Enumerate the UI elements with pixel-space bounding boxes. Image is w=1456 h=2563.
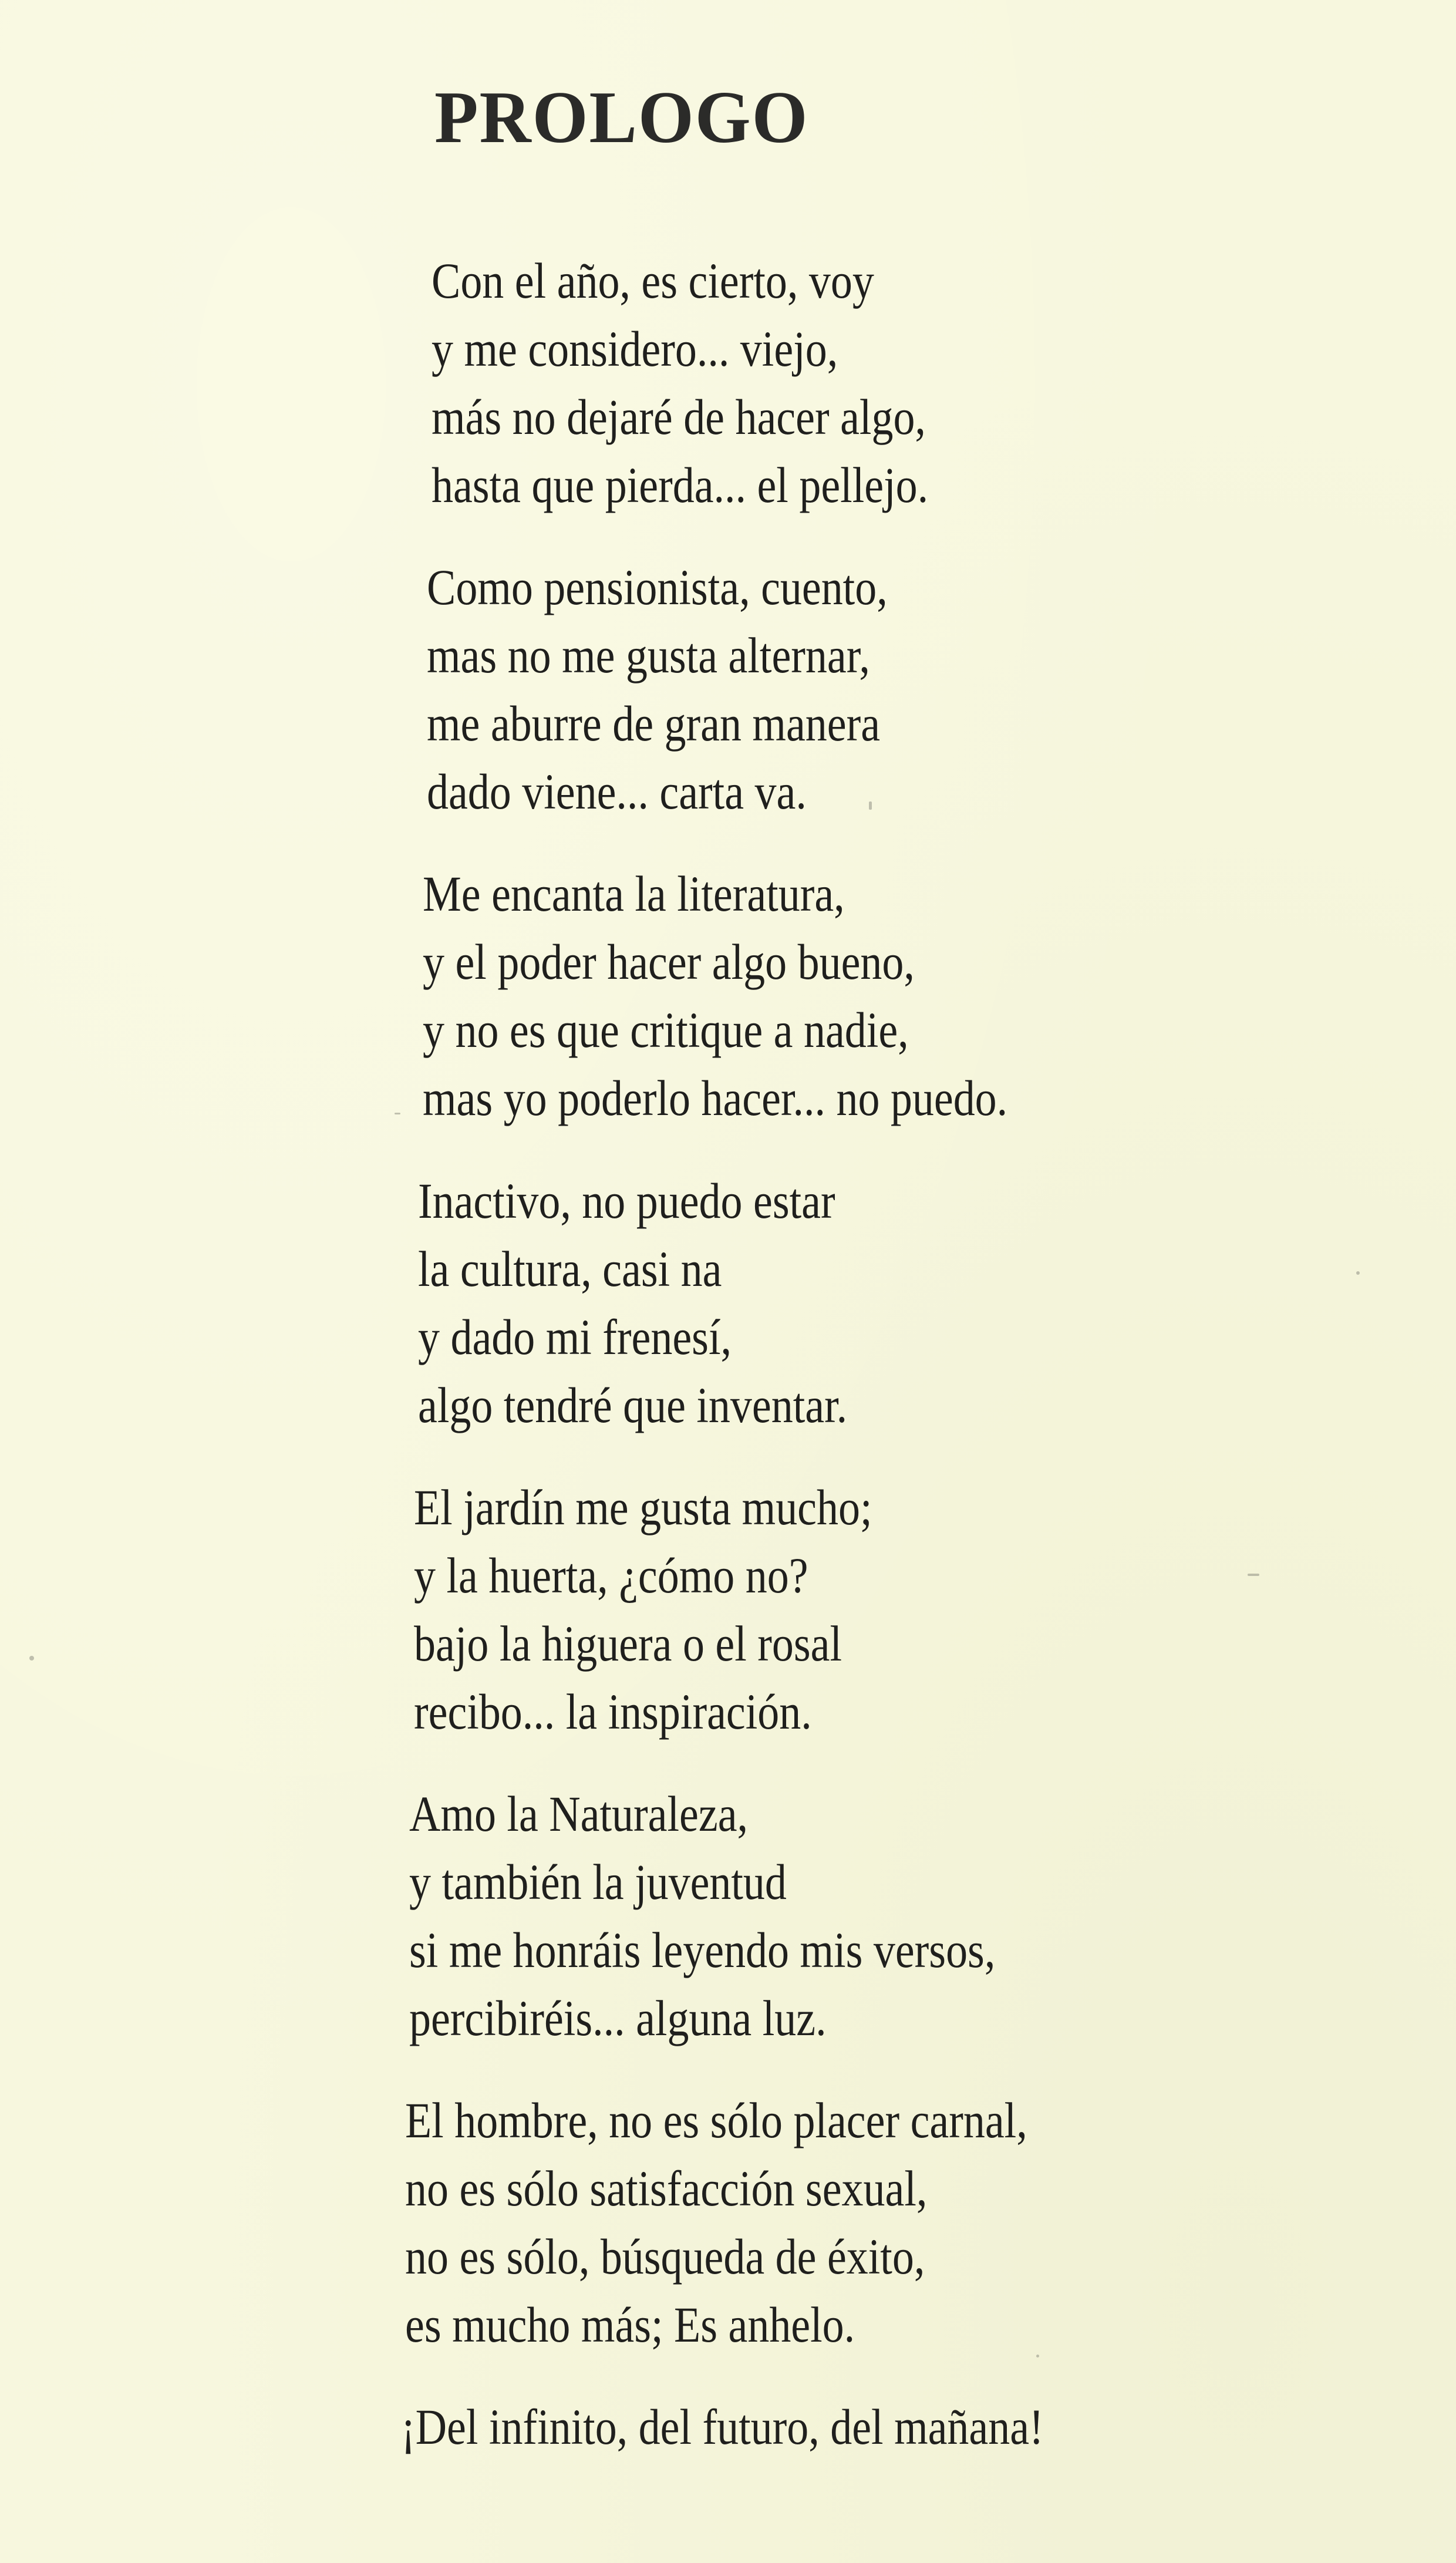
page-title: PROLOGO — [434, 76, 809, 159]
verse-line: más no dejaré de hacer algo, — [432, 389, 926, 445]
verse-line: Con el año, es cierto, voy — [432, 252, 874, 309]
verse-line: percibiréis... alguna luz. — [409, 1990, 827, 2046]
verse-line: y me considero... viejo, — [432, 321, 838, 377]
verse-line: no es sólo satisfacción sexual, — [405, 2160, 928, 2217]
verse-line: Inactivo, no puedo estar — [418, 1173, 835, 1229]
verse-line: la cultura, casi na — [418, 1241, 722, 1297]
verse-line: El hombre, no es sólo placer carnal, — [405, 2092, 1027, 2148]
verse-line: y también la juventud — [409, 1854, 787, 1910]
scan-speck — [869, 801, 872, 810]
verse-line: ¡Del infinito, del futuro, del mañana! — [401, 2399, 1044, 2455]
stanza-4 — [418, 1167, 917, 1439]
verse-line: Como pensionista, cuento, — [427, 559, 888, 615]
stanza-8 — [401, 2393, 1148, 2461]
verse-line: hasta que pierda... el pellejo. — [432, 457, 929, 513]
verse-line: El jardín me gusta mucho; — [414, 1479, 872, 1535]
verse-line: no es sólo, búsqueda de éxito, — [405, 2228, 925, 2285]
stanza-7 — [405, 2086, 1128, 2359]
verse-line: si me honráis leyendo mis versos, — [409, 1922, 996, 1978]
verse-line: Me encanta la literatura, — [423, 865, 845, 922]
stanza-3 — [423, 860, 1103, 1132]
verse-line: bajo la higuera o el rosal — [414, 1615, 842, 1672]
scan-speck — [395, 1113, 400, 1114]
verse-line: dado viene... carta va. — [427, 763, 807, 820]
stanza-5 — [414, 1473, 947, 1746]
scan-speck — [1356, 1271, 1360, 1275]
stanza-1 — [432, 247, 1009, 519]
verse-line: Amo la Naturaleza, — [409, 1786, 749, 1842]
verse-line: y la huerta, ¿cómo no? — [414, 1547, 808, 1604]
stanza-2 — [427, 553, 962, 826]
scan-speck — [29, 1656, 34, 1661]
verse-line: recibo... la inspiración. — [414, 1683, 812, 1740]
verse-line: y el poder hacer algo bueno, — [423, 934, 915, 990]
verse-line: es mucho más; Es anhelo. — [405, 2296, 855, 2353]
scan-speck — [1036, 2355, 1039, 2357]
stanza-6 — [409, 1780, 1091, 2052]
verse-line: y no es que critique a nadie, — [423, 1002, 909, 1058]
verse-line: mas yo poderlo hacer... no puedo. — [423, 1070, 1008, 1126]
verse-line: me aburre de gran manera — [427, 695, 881, 752]
verse-line: algo tendré que inventar. — [418, 1377, 848, 1433]
scan-speck — [1248, 1574, 1259, 1576]
verse-line: mas no me gusta alternar, — [427, 627, 870, 683]
verse-line: y dado mi frenesí, — [418, 1309, 732, 1365]
